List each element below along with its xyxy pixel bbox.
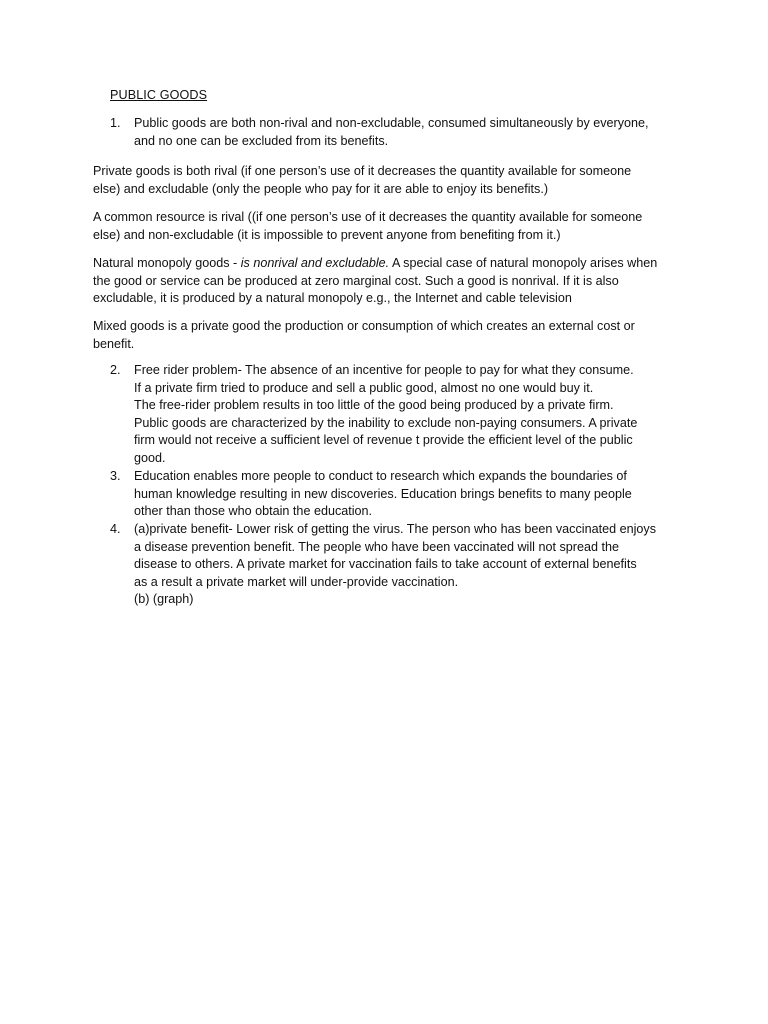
text-line: as a result a private market will under-provide vaccination. — [134, 574, 459, 589]
text-line: benefit. — [93, 336, 135, 351]
text-line: excludable, it is produced by a natural monopoly e.g., the Internet and cable television — [93, 291, 572, 306]
paragraph-natural-monopoly — [93, 255, 683, 308]
text-line: else) and excludable (only the people who pay for it are able to enjoy its benefits.) — [93, 181, 549, 196]
text-line: a disease prevention benefit. The people who have been vaccinated will not spread the — [134, 539, 619, 554]
document-title: PUBLIC GOODS — [110, 88, 208, 102]
text-line: Free rider problem- The absence of an incentive for people to pay for what they consume. — [134, 363, 634, 377]
text-line: Public goods are both non-rival and non-excludable, consumed simultaneously by everyone, — [134, 116, 649, 130]
text-line: the good or service can be produced at zero marginal cost. Such a good is nonrival. If it is also — [93, 273, 619, 288]
paragraph-private-goods — [93, 163, 683, 198]
list-number: 2. — [110, 363, 121, 377]
text-line: good. — [134, 450, 166, 465]
text-line: (b) (graph) — [134, 592, 194, 607]
text-line: else) and non-excludable (it is impossible to prevent anyone from benefiting from it.) — [93, 227, 561, 242]
text-line: Education enables more people to conduct to research which expands the boundaries of — [134, 469, 627, 483]
text-line: disease to others. A private market for vaccination fails to take account of external benefits — [134, 557, 637, 572]
text-line: (a)private benefit- Lower risk of getting the virus. The person who has been vaccinated enjoys — [134, 522, 656, 536]
text-line: If a private firm tried to produce and sell a public good, almost no one would buy it. — [134, 380, 594, 395]
paragraph-common-resource — [93, 209, 683, 244]
natural-monopoly-italic: is nonrival and excludable. — [240, 256, 390, 270]
text-line: firm would not receive a sufficient level of revenue t provide the efficient level of the public — [134, 433, 633, 448]
text-line — [93, 255, 683, 273]
text-line: A common resource is rival ((if one person’s use of it decreases the quantity available for someone — [93, 210, 643, 224]
natural-monopoly-lead: Natural monopoly goods - — [93, 256, 241, 270]
list-item-4 — [110, 521, 680, 609]
text-line: human knowledge resulting in new discoveries. Education brings benefits to many people — [134, 486, 632, 501]
text-line: The free-rider problem results in too little of the good being produced by a private firm. — [134, 398, 614, 413]
text-line: other than those who obtain the education. — [134, 504, 373, 519]
list-number: 4. — [110, 522, 121, 536]
list-number: 3. — [110, 469, 121, 483]
list-number: 1. — [110, 116, 121, 130]
list-item-2 — [110, 362, 680, 468]
natural-monopoly-rest: A special case of natural monopoly arises when — [389, 256, 658, 270]
text-line: Mixed goods is a private good the production or consumption of which creates an external cost or — [93, 319, 635, 333]
list-item-1 — [110, 115, 680, 150]
text-line: Private goods is both rival (if one person’s use of it decreases the quantity available for someone — [93, 164, 632, 178]
text-line: Public goods are characterized by the inability to exclude non-paying consumers. A private — [134, 415, 638, 430]
paragraph-mixed-goods — [93, 318, 683, 353]
text-line: and no one can be excluded from its benefits. — [134, 133, 389, 148]
list-item-3 — [110, 468, 680, 521]
